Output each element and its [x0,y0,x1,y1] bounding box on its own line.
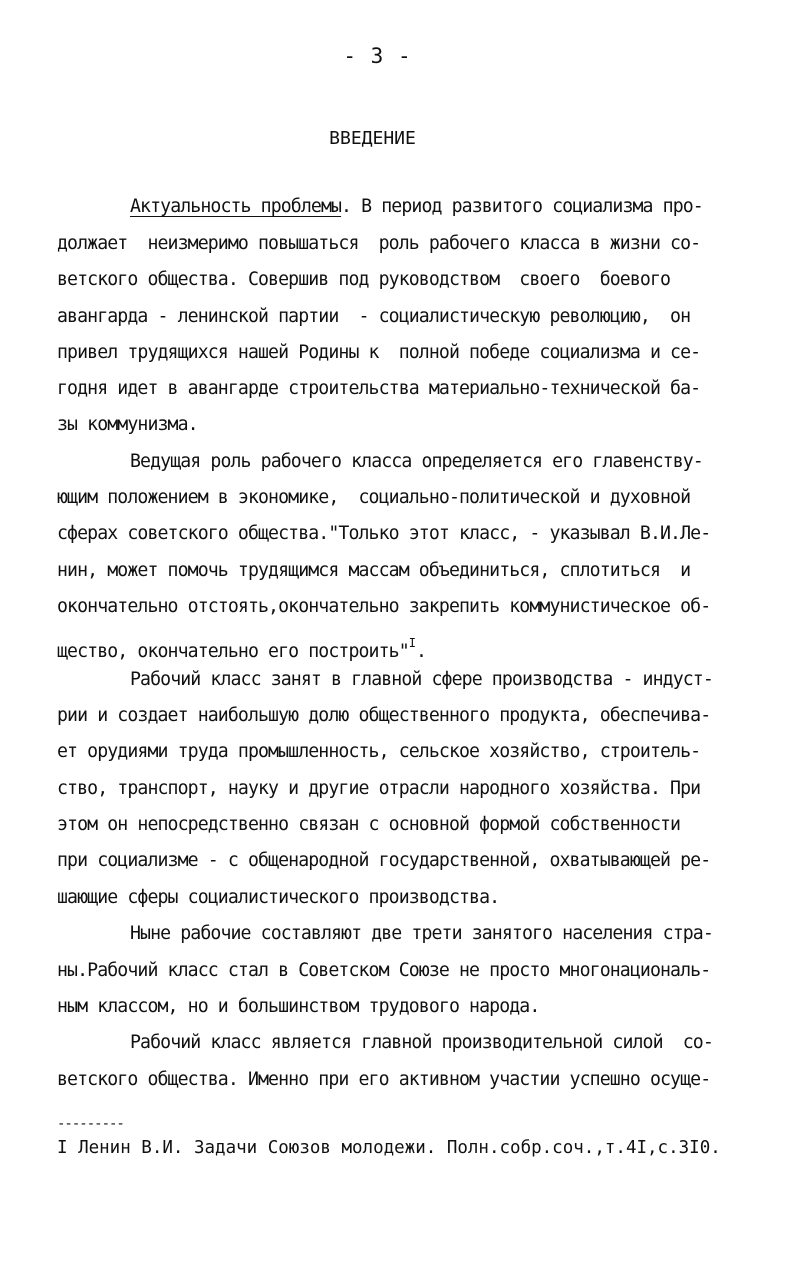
paragraph-line [57,631,426,664]
paragraph-line: ство, транспорт, науку и другие отрасли народного хозяйства. При [57,778,701,799]
paragraph-line: ным классом, но и большинством трудового народа. [57,996,540,1017]
paragraph-line: шающие сферы социалистического производства. [57,887,500,908]
paragraph-line: Рабочий класс является главной производительной силой со- [130,1032,713,1053]
paragraph-line: ет орудиями труда промышленность, сельское хозяйство, строитель- [57,741,701,762]
paragraph-line: сферах советского общества."Только этот класс, - указывал В.И.Ле- [57,523,711,544]
paragraph-line: зы коммунизма. [57,414,198,435]
topic-label: Актуальность проблемы [130,196,342,217]
paragraph-line: нин, может помочь трудящимся массам объединиться, сплотиться и [57,560,691,581]
page-number: - 3 - [343,44,412,68]
paragraph-line: Ныне рабочие составляют две трети занятого населения стра- [130,923,713,944]
paragraph-line: ветского общества. Именно при его активном участии успешно осуще- [57,1069,711,1090]
paragraph-line: привел трудящихся нашей Родины к полной победе социализма и се- [57,342,701,363]
paragraph-line: авангарда - ленинской партии - социалистическую революцию, он [57,306,691,327]
paragraph-line: ющим положением в экономике, социально-политической и духовной [57,487,691,508]
quote-end-punctuation: . [415,641,427,662]
paragraph-text: . В период развитого социализма про- [341,196,703,217]
paragraph-line: при социализме - с общенародной государственной, охватывающей ре- [57,850,711,871]
paragraph-line: Рабочий класс занят в главной сфере производства - индуст- [130,669,713,690]
footnote-text: I Ленин В.И. Задачи Союзов молодежи. Полн.собр.соч.,т.4I,с.3I0. [57,1138,721,1158]
footnote-reference: I [408,636,416,650]
paragraph-line: этом он непосредственно связан с основной формой собственности [57,814,681,835]
quote-text: щество, окончательно его построить" [57,641,409,662]
footnote-divider: --------- [57,1116,124,1132]
section-heading: ВВЕДЕНИЕ [329,128,416,149]
paragraph-line: ветского общества. Совершив под руководством своего боевого [57,269,671,290]
paragraph-line: рии и создает наибольшую долю общественного продукта, обеспечива- [57,705,711,726]
paragraph-line [130,195,703,219]
paragraph-line: окончательно отстоять,окончательно закрепить коммунистическое об- [57,596,711,617]
paragraph-line: Ведущая роль рабочего класса определяется его главенству- [130,451,703,472]
paragraph-line: ны.Рабочий класс стал в Советском Союзе не просто многонациональ- [57,960,711,981]
paragraph-line: должает неизмеримо повышаться роль рабочего класса в жизни со- [57,233,701,254]
paragraph-line: годня идет в авангарде строительства материально-технической ба- [57,378,701,399]
